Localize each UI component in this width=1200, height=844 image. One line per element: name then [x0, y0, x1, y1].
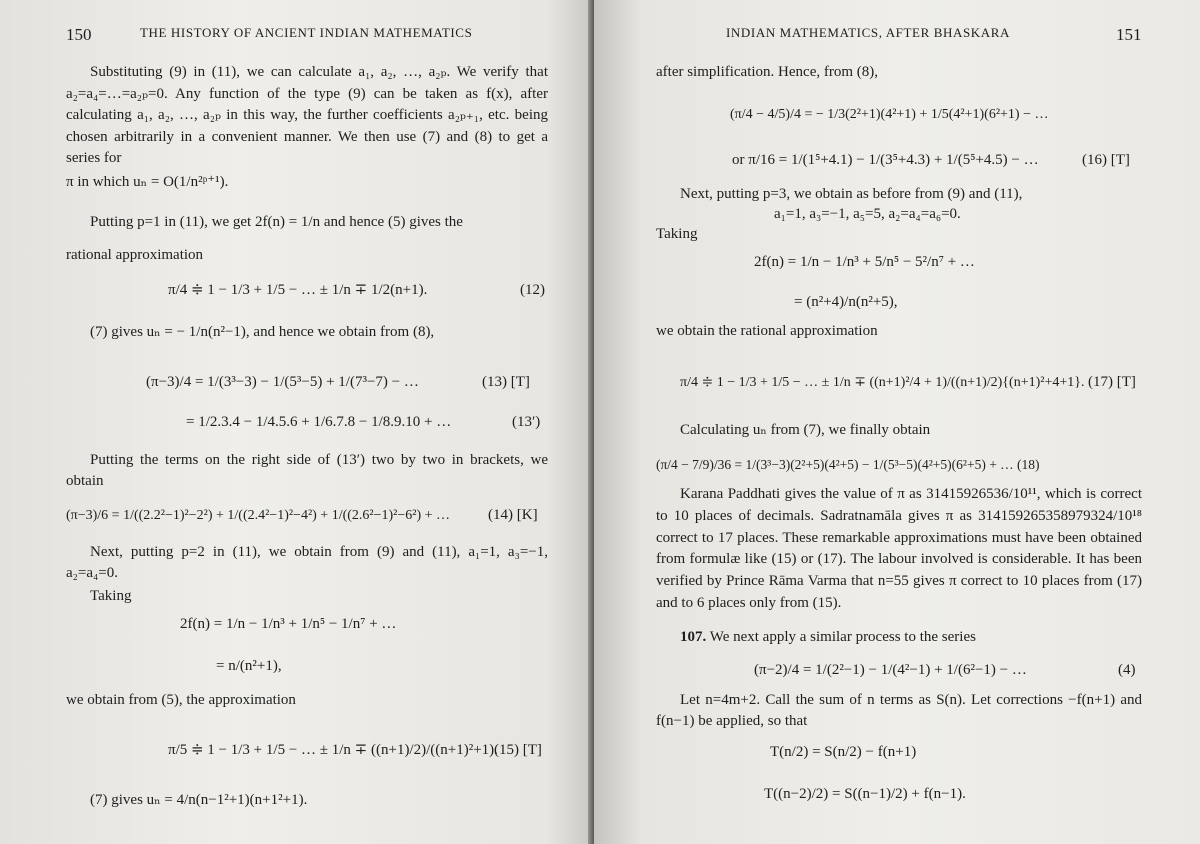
equation-tag: (17) [T] — [1088, 374, 1136, 390]
equation: (π−3)/6 = 1/((2.2²−1)²−2²) + 1/((2.4²−1)²−4²) + 1/((2.6²−1)²−6²) + … — [66, 508, 451, 523]
equation-tag: (12) — [520, 282, 545, 298]
equation-tag: (4) — [1118, 662, 1136, 678]
equation: = 1/2.3.4 − 1/4.5.6 + 1/6.7.8 − 1/8.9.10 + … — [186, 414, 452, 430]
equation: = n/(n²+1), — [216, 658, 282, 674]
paragraph: Substituting (9) in (11), we can calculate a₁, a₂, …, a₂ₚ. We verify that a₂=a₄=…=a₂ₚ=0. Any function of the type (9) can be taken as f(x), after calculating a₁, a₂, …, a₂ₚ in this way, the further coefficients a₂ₚ₊₁, etc. being chosen arbitrarily in a convenient manner. We then use (7) and (8) to get a series for — [66, 64, 548, 166]
text-line: Calculating uₙ from (7), we finally obtain — [680, 422, 931, 438]
text-line: Next, putting p=3, we obtain as before from (9) and (11), — [680, 186, 1023, 202]
equation: 2f(n) = 1/n − 1/n³ + 5/n⁵ − 5²/n⁷ + … — [754, 254, 975, 270]
text-line: (7) gives uₙ = − 1/n(n²−1), and hence we obtain from (8), — [90, 324, 435, 340]
equation-tag: (14) [K] — [488, 507, 538, 523]
text-line: we obtain the rational approximation — [656, 323, 878, 339]
text-line: after simplification. Hence, from (8), — [656, 64, 878, 80]
running-head: INDIAN MATHEMATICS, AFTER BHASKARA — [726, 25, 1011, 40]
text-line: (7) gives uₙ = 4/n(n−1²+1)(n+1²+1). — [90, 792, 308, 808]
equation: (π−2)/4 = 1/(2²−1) − 1/(4²−1) + 1/(6²−1) − … — [754, 662, 1027, 678]
equation: T((n−2)/2) = S((n−1)/2) + f(n−1). — [764, 786, 966, 802]
equation: (π/4 − 4/5)/4 = − 1/3(2²+1)(4²+1) + 1/5(4²+1)(6²+1) − … — [730, 107, 1049, 122]
text-line: we obtain from (5), the approximation — [66, 692, 296, 708]
paragraph: Karana Paddhati gives the value of π as 31415926536/10¹¹, which is correct to 10 places of decimals. Sadratnamāla gives π as 314159265358979324/10¹⁸ correct to 17 places. These remarkable approximations must have been obtained from formulæ like (15) or (17). The labour involved is considerable. It has been verified by Prince Rāma Varma that n=55 gives π correct to 10 places from (17) and to 6 places only from (15). — [656, 486, 1142, 611]
text-line: Taking — [90, 588, 132, 604]
equation: or π/16 = 1/(1⁵+4.1) − 1/(3⁵+4.3) + 1/(5⁵+4.5) − … — [732, 152, 1039, 168]
text-line: a₁=1, a₃=−1, a₅=5, a₂=a₄=a₆=0. — [774, 206, 961, 222]
page-number: 150 — [66, 25, 92, 44]
equation: (π−3)/4 = 1/(3³−3) − 1/(5³−5) + 1/(7³−7) − … — [146, 374, 419, 390]
page-number: 151 — [1116, 25, 1142, 44]
paragraph: Putting the terms on the right side of (13′) two by two in brackets, we obtain — [66, 452, 548, 489]
equation-tag: (16) [T] — [1082, 152, 1130, 168]
section-text: We next apply a similar process to the series — [709, 629, 976, 645]
equation-tag: (13) [T] — [482, 374, 530, 390]
text-line: rational approximation — [66, 247, 204, 263]
section-heading — [680, 627, 976, 648]
text-line: Taking — [656, 226, 698, 242]
left-page — [0, 0, 594, 844]
paragraph: Next, putting p=2 in (11), we obtain from (9) and (11), a₁=1, a₃=−1, a₂=a₄=0. — [66, 544, 548, 581]
text-line: π in which uₙ = O(1/n²ᵖ⁺¹). — [66, 174, 229, 190]
equation: π/4 ≑ 1 − 1/3 + 1/5 − … ± 1/n ∓ 1/2(n+1). — [168, 282, 428, 298]
equation: π/5 ≑ 1 − 1/3 + 1/5 − … ± 1/n ∓ ((n+1)/2)/((n+1)²+1). — [168, 742, 498, 758]
right-page — [594, 0, 1200, 844]
section-number: 107. — [680, 629, 707, 645]
text-line: Putting p=1 in (11), we get 2f(n) = 1/n and hence (5) gives the — [90, 214, 463, 230]
equation: 2f(n) = 1/n − 1/n³ + 1/n⁵ − 1/n⁷ + … — [180, 616, 397, 632]
equation: π/4 ≑ 1 − 1/3 + 1/5 − … ± 1/n ∓ ((n+1)²/4 + 1)/((n+1)/2){(n+1)²+4+1}. — [680, 375, 1085, 390]
equation-tag: (15) [T] — [494, 742, 542, 758]
equation-tag: (13′) — [512, 414, 541, 430]
paragraph: Let n=4m+2. Call the sum of n terms as S(n). Let corrections −f(n+1) and f(n−1) be applied, so that — [656, 692, 1142, 729]
equation: = (n²+4)/n(n²+5), — [794, 294, 898, 310]
running-head: THE HISTORY OF ANCIENT INDIAN MATHEMATICS — [140, 25, 473, 40]
equation: (π/4 − 7/9)/36 = 1/(3³−3)(2²+5)(4²+5) − 1/(5³−5)(4²+5)(6²+5) + … (18) — [656, 457, 1040, 472]
equation: T(n/2) = S(n/2) − f(n+1) — [770, 744, 917, 760]
